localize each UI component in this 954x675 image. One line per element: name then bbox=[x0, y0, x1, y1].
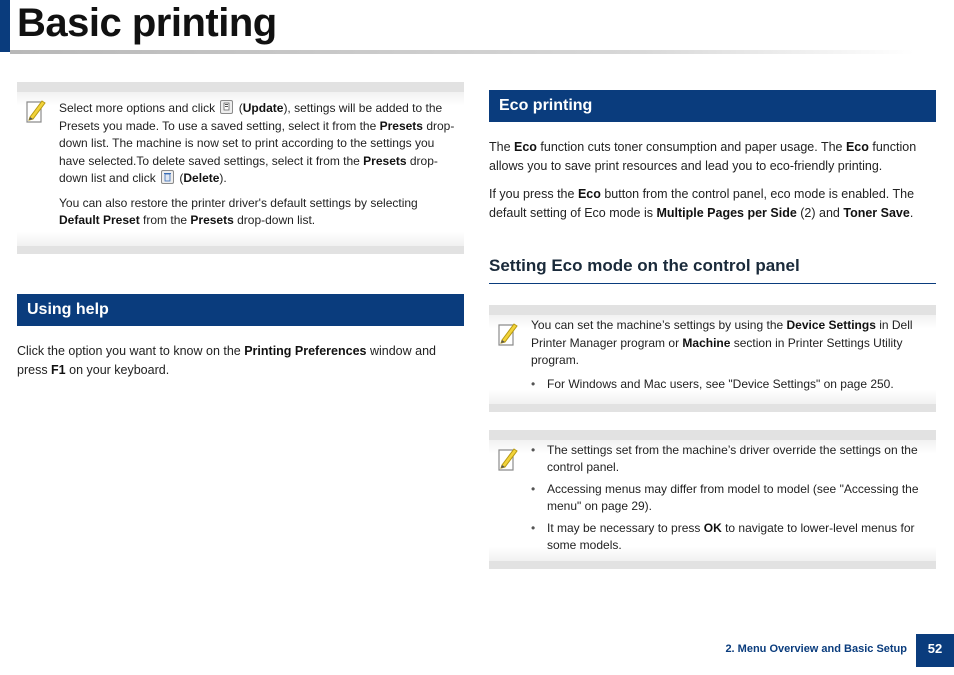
note-presets-p2: You can also restore the printer driver's default settings by selecting Default Preset from the Presets drop-down list. bbox=[59, 195, 418, 227]
bullet-dot: • bbox=[531, 521, 536, 535]
note-pencil-icon bbox=[497, 446, 519, 472]
bullet-dot: • bbox=[531, 443, 536, 457]
update-icon bbox=[220, 100, 233, 114]
subheading-rule bbox=[489, 283, 936, 284]
note-device-settings-list bbox=[531, 376, 931, 394]
page-number: 52 bbox=[916, 634, 954, 667]
subheading-eco-mode: Setting Eco mode on the control panel bbox=[489, 256, 800, 275]
using-help-text: Click the option you want to know on the Printing Preferences window and press F1 on your keyboard. bbox=[17, 344, 436, 377]
eco-text-1: The Eco function cuts toner consumption and paper usage. The Eco function allows you to save print resources and lead you to eco-friendly printing. bbox=[489, 140, 917, 173]
eco-text-2: If you press the Eco button from the control panel, eco mode is enabled. The default setting of Eco mode is Multiple Pages per Side (2) and Toner Save. bbox=[489, 187, 915, 220]
note-device-settings bbox=[489, 305, 936, 412]
footer-section-name: 2. Menu Overview and Basic Setup bbox=[725, 643, 907, 655]
page-title: Basic printing bbox=[17, 1, 277, 45]
delete-icon bbox=[161, 170, 174, 184]
note-pencil-icon bbox=[497, 321, 519, 347]
bullet-dot: • bbox=[531, 376, 536, 391]
list-item: • The settings set from the machine’s driver override the settings on the control panel. bbox=[531, 443, 918, 474]
note-device-settings-p1: You can set the machine’s settings by using the Device Settings in Dell Printer Manager program or Machine section in Printer Settings Utility program. bbox=[531, 318, 913, 367]
section-using-help: Using help bbox=[17, 294, 464, 326]
list-item: • It may be necessary to press OK to navigate to lower-level menus for some models. bbox=[531, 521, 915, 552]
note-control-panel bbox=[489, 430, 936, 569]
section-eco-printing: Eco printing bbox=[489, 90, 936, 122]
title-rule bbox=[10, 50, 914, 54]
list-item: • Accessing menus may differ from model to model (see "Accessing the menu" on page 29). bbox=[531, 482, 919, 513]
note-presets-p1: Select more options and click (Update), settings will be added to the Presets you made. To use a saved setting, select it from the Presets drop-down list. The machine is now set to print according to the settings you have selected.To delete saved settings, select it from the Presets drop-down list and click (Delete). bbox=[59, 101, 455, 185]
bullet-dot: • bbox=[531, 482, 536, 496]
list-item: • For Windows and Mac users, see "Device Settings" on page 250. bbox=[531, 376, 931, 394]
page-accent-bar bbox=[0, 0, 10, 52]
note-presets bbox=[17, 82, 464, 254]
note-pencil-icon bbox=[25, 98, 47, 124]
note-control-panel-list bbox=[531, 442, 931, 554]
